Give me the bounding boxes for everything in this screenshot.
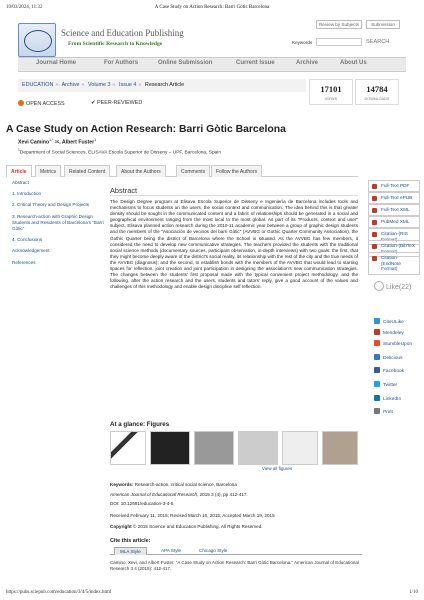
abstract-text: The Design Degree program at Elisava Escola Superior de Disseny e Ingeniería de Barcelona includes tools and mechanisms to focus students on the users, the social context and communication. The idea behind this is that greater density should be sought in the communicated content and a fabric of relationships should be generated in a social and geographical environment ranging from the most local to the most global. As part of its "Products, context and user" subject, Elisava planned action research during the 2010-11 academic year between a group of graphic design students and the members of the "Asociación de vecinos del barri Gòtic" (AVVBG or Gothic Quarter Community Association), the Gothic Quarter being the district of Barcelona where the School is situated. As the AVVBG has few members, it considered the need to develop new communicative strategies. The teachers provided the students with the traditional social science methods (documentary sources, participant observation, in-depth interviews) with two goals: the first, that they might become deeply aware of the district's social reality, its relationship with the rest of the city and the true needs of the AVVBG (diagnosis); and the second, to establish bonds with the members of the AVVBG that would lead to starting spaces for reflection, joint creation and joint participation in designing the association's new communication strategies. The changes between the students' first proposal made with the typical convenient project methodology, and the following, after the action research and the users, students and tutors' reply, give a good account of the values and challenges of this methodology and enable design discipline self reflection.	[110, 199, 358, 290]
citation-text: Camino, Xevi, and Albert Fuster. "A Case Study on Action Research: Barri Gòtic Barcelona." American Journal of Educational Research 3.4 (2015): 412-417.	[110, 560, 359, 571]
submission-button[interactable]: Submission	[366, 20, 400, 29]
print-button[interactable]	[374, 408, 393, 415]
share-stumbleupon-label: StumbleUpon	[383, 342, 413, 347]
stumbleupon-icon	[374, 340, 380, 346]
share-linkedin-label: LinkedIn	[383, 397, 402, 402]
print-label: Print	[383, 410, 393, 415]
breadcrumb-archive[interactable]: Archive	[61, 82, 80, 88]
abstract-heading: Abstract	[110, 186, 138, 195]
search-button[interactable]: SEARCH	[366, 39, 390, 45]
tab-article[interactable]: Article	[6, 165, 32, 177]
like-icon	[374, 281, 384, 291]
article-title: A Case Study on Action Research: Barri Gòtic Barcelona	[6, 124, 286, 135]
tab-about-authors[interactable]: About the Authors	[116, 165, 166, 177]
figure-thumbnail[interactable]	[194, 431, 234, 465]
share-citeulike[interactable]	[374, 318, 404, 325]
toc-introduction[interactable]: 1. Introduction	[12, 191, 42, 197]
email-icon[interactable]: ✉	[55, 139, 60, 146]
tab-comments[interactable]: Comments	[176, 165, 210, 177]
tab-related-content[interactable]: Related Content	[64, 165, 110, 177]
journal-name: American Journal of Educational Research	[110, 492, 198, 497]
figure-thumbnail[interactable]	[282, 431, 318, 465]
affiliation-sup: 1	[18, 148, 20, 152]
toc-research-action[interactable]: 3. Research-action with Graphic Design Students and Residents of Barcelona's "Barri Gòtic"	[12, 213, 104, 232]
cite-tab-mla[interactable]: MLA Style	[114, 547, 147, 555]
citation-bibtex-button[interactable]: Citation-(BibTeX Format)	[368, 240, 420, 257]
doi[interactable]: DOI: 10.12691/education-3-4-5	[110, 501, 174, 506]
copyright-label: Copyright	[110, 524, 132, 529]
toc-conclusions[interactable]: 4. Conclusions	[12, 237, 43, 243]
downloads-stat	[355, 79, 399, 105]
peer-reviewed-badge	[91, 100, 142, 106]
print-icon	[374, 408, 380, 414]
share-citeulike-label: CiteULike	[383, 320, 404, 325]
open-access-icon	[18, 100, 24, 106]
keywords-label: Keywords:	[110, 482, 134, 487]
downloads-count: 14784	[366, 84, 388, 94]
author-fuster-sup: 1	[94, 138, 97, 142]
share-mendeley[interactable]	[374, 329, 404, 336]
share-mendeley-label: Mendeley	[383, 331, 404, 336]
breadcrumb-current: Research Article	[144, 82, 185, 88]
like-button[interactable]	[374, 281, 411, 291]
abstract-divider	[110, 195, 358, 196]
received-dates: Received February 11, 2015; Revised March 10, 2015; Accepted March 19, 2015	[110, 513, 275, 518]
nav-online-submission[interactable]: Online Submission	[158, 60, 213, 66]
keywords-input[interactable]	[316, 38, 362, 46]
author-fuster[interactable]: , Albert Fuster	[59, 139, 95, 146]
citation-endnote-button[interactable]: Citation-(EndNote Format)	[368, 252, 420, 275]
figure-thumbnail[interactable]	[322, 431, 358, 465]
print-page-number: 1/10	[409, 590, 418, 595]
print-url: https://pubs.sciepub.com/education/3/4/5/index.html	[6, 590, 112, 595]
citation-journal	[110, 492, 360, 497]
share-facebook-label: Facebook	[383, 369, 405, 374]
peer-reviewed-label: PEER-REVIEWED	[97, 100, 143, 106]
peer-reviewed-icon: ✔	[91, 100, 96, 106]
breadcrumb-volume[interactable]: Volume 3	[88, 82, 111, 88]
share-stumbleupon[interactable]	[374, 340, 412, 347]
breadcrumb-issue[interactable]: Issue 4	[119, 82, 137, 88]
breadcrumb-education[interactable]: EDUCATION	[22, 82, 54, 88]
figure-thumbnail[interactable]	[150, 431, 190, 465]
open-access-badge	[18, 100, 65, 107]
toc-abstract[interactable]: Abstract	[12, 180, 29, 185]
cite-tab-apa[interactable]: APA Style	[161, 548, 182, 553]
twitter-icon	[374, 381, 380, 387]
share-delicious-label: Delicious	[383, 356, 403, 361]
figure-thumbnail[interactable]	[110, 431, 146, 465]
views-label: VIEWS	[324, 97, 338, 101]
views-stat	[309, 79, 353, 105]
citation-ris-button[interactable]: Citation-(RIS Format)	[368, 228, 420, 245]
toc-references[interactable]: References	[12, 259, 36, 265]
keywords	[110, 482, 360, 487]
review-by-subjects-button[interactable]: Review by Subjects	[316, 20, 362, 29]
cite-tab-chicago[interactable]: Chicago Style	[199, 548, 228, 553]
share-linkedin[interactable]	[374, 395, 401, 402]
full-text-xml-button[interactable]: Full-Text XML	[368, 204, 420, 216]
site-tagline: From Scientific Research to Knowledge	[68, 41, 163, 47]
nav-current-issue[interactable]: Current Issue	[236, 60, 275, 66]
affiliation	[18, 148, 221, 156]
affiliation-text: Department of Social Sciences, ELISAVA Escola Superior de Disseny – UPF, Barcelona, Spain	[19, 150, 222, 156]
breadcrumb: EDUCATION » Archive » Volume 3 » Issue 4 » Research Article	[18, 79, 306, 92]
open-access-label: OPEN ACCESS	[26, 101, 65, 107]
pubmed-xml-button[interactable]: PubMed XML	[368, 216, 420, 228]
view-all-figures-link[interactable]: View all figures	[262, 466, 293, 471]
copyright	[110, 524, 360, 529]
tab-metrics[interactable]: Metrics	[35, 165, 61, 177]
full-text-epub-button[interactable]: Full-Text ePUB	[368, 192, 420, 204]
keywords-value: Research-action, critical social science, Barcelona	[134, 482, 237, 487]
toc-critical-theory[interactable]: 2. Critical Theory and Design Projects	[12, 202, 90, 208]
author-camino-sup: 1,*	[49, 138, 54, 142]
share-twitter[interactable]	[374, 381, 397, 388]
nav-archive[interactable]: Archive	[296, 60, 319, 66]
site-logo[interactable]	[18, 23, 56, 57]
tab-follow-authors[interactable]: Follow the Authors	[211, 165, 262, 177]
figures-heading: At a glance: Figures	[110, 421, 170, 428]
author-camino[interactable]: Xevi Camino	[18, 139, 50, 146]
print-datetime: 10/03/2024, 11:32	[6, 5, 43, 10]
nav-journal-home[interactable]: Journal Home	[36, 60, 77, 66]
nav-for-authors[interactable]: For Authors	[104, 60, 139, 66]
share-facebook[interactable]	[374, 367, 404, 374]
mendeley-icon	[374, 329, 380, 335]
article-authors	[18, 138, 96, 146]
like-count: Like(22)	[386, 284, 412, 291]
print-title: A Case Study on Action Research: Barri Gòtic Barcelona	[154, 5, 270, 10]
nav-about-us[interactable]: About Us	[340, 60, 367, 66]
cite-heading: Cite this article:	[110, 538, 151, 544]
share-delicious[interactable]	[374, 354, 402, 361]
citeulike-icon	[374, 318, 380, 324]
full-text-pdf-button[interactable]: Full-Text PDF	[368, 180, 420, 192]
keywords-label: Keywords	[292, 40, 313, 45]
linkedin-icon	[374, 395, 380, 401]
table-of-contents	[12, 180, 108, 271]
views-count: 17101	[320, 84, 342, 94]
site-name: Science and Education Publishing	[61, 28, 184, 38]
share-twitter-label: Twitter	[383, 383, 398, 388]
delicious-icon	[374, 354, 380, 360]
cite-tabs	[110, 547, 362, 555]
journal-details: , 2015 3 (4), pp 412-417.	[197, 492, 248, 497]
copyright-text: © 2015 Science and Education Publishing. All Rights Reserved.	[132, 524, 263, 529]
toc-acknowledgement[interactable]: Acknowledgement	[12, 248, 50, 254]
facebook-icon	[374, 367, 380, 373]
downloads-label: DOWNLOADS	[364, 97, 390, 101]
figure-thumbnail[interactable]	[238, 431, 278, 465]
